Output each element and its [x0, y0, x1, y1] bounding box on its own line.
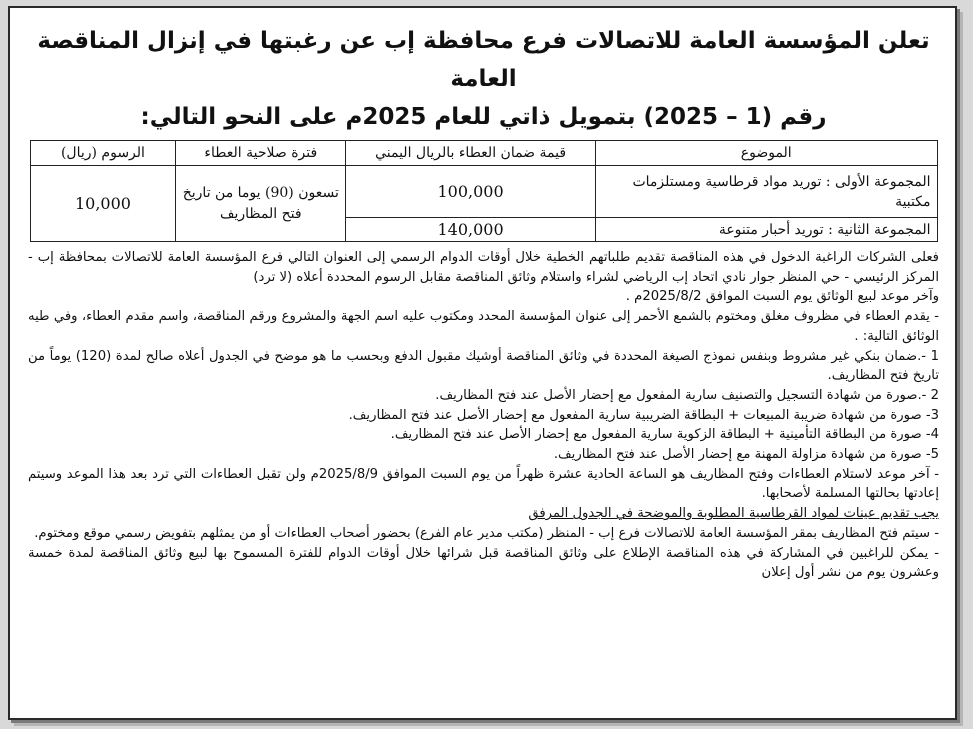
tender-table [30, 140, 938, 242]
paragraph-sale-deadline: وآخر موعد لبيع الوثائق يوم السبت الموافق 2025/8/2م . [625, 289, 939, 305]
paragraph-samples-note: يجب تقديم عينات لمواد القرطاسية المطلوبة والموضحة في الجدول المرفق [528, 506, 939, 522]
header-fees: الرسوم (ريال) [30, 141, 176, 166]
row-subject: المجموعة الثانية : توريد أحبار متنوعة [595, 218, 937, 242]
paragraph-insurance-card: 4- صورة من البطاقة التأمينية + البطاقة الزكوية سارية المفعول مع إحضار الأصل عند فتح المظاريف. [390, 427, 939, 443]
paragraph-opening-deadline: - آخر موعد لاستلام العطاءات وفتح المظاريف هو الساعة الحادية عشرة ظهراً من يوم السبت الموافق 2025/8/9م ولن تقبل العطاءات التي ترد بعد هذا الموعد وسيتم إعادتها بحالتها المسلمة لأصحابها. [28, 466, 939, 502]
row-guarantee: 100,000 [346, 166, 596, 218]
paragraph-registration-cert: 2 -.صورة من شهادة التسجيل والتصنيف سارية المفعول مع إحضار الأصل عند فتح المظاريف. [435, 387, 939, 403]
announcement-body [28, 248, 939, 583]
row-subject: المجموعة الأولى : توريد مواد قرطاسية ومستلزمات مكتبية [595, 166, 937, 218]
paragraph-document-review: - يمكن للراغبين في المشاركة في هذه المناقصة الإطلاع على وثائق المناقصة قبل شرائها خلال أوقات الدوام للفترة المسموح بها لبيع وثائق المناقصة لمدة خمسة وعشرون يوم من نشر أول إعلان [28, 545, 939, 581]
validity-cell: تسعون (90) يوما من تاريخ فتح المظاريف [176, 166, 346, 242]
paragraph-submission-address: فعلى الشركات الراغبة الدخول في هذه المناقصة تقديم طلباتهم الخطية خلال أوقات الدوام الرسمي إلى العنوان التالي فرع المؤسسة العامة للاتصالات بمحافظة إب - المركز الرئيسي - حي المنظر جوار نادي اتحاد إب الرياضي لشراء واستلام وثائق المناقصة مقابل الرسوم المحددة أعلاه (لا ترد) [28, 250, 939, 285]
paragraph-bank-guarantee: 1 -.ضمان بنكي غير مشروط وبنفس نموذج الصيغة المحددة في وثائق المناقصة أوشيك مقبول الدفع وبحسب ما هو موضح في الجدول أعلاه صالح لمدة (120) يوماً من تاريخ فتح المظاريف. [28, 348, 939, 384]
paragraph-practice-cert: 5- صورة من شهادة مزاولة المهنة مع إحضار الأصل عند فتح المظاريف. [553, 447, 939, 463]
table-row [30, 166, 937, 218]
title-line-1: تعلن المؤسسة العامة للاتصالات فرع محافظة إب عن رغبتها في إنزال المناقصة العامة [37, 28, 930, 92]
tender-announcement [8, 6, 957, 720]
paragraph-sales-tax-cert: 3- صورة من شهادة ضريبة المبيعات + البطاقة الضريبية سارية المفعول مع إحضار الأصل عند فتح المظاريف. [348, 407, 939, 423]
announcement-title [28, 22, 939, 136]
header-subject: الموضوع [595, 141, 937, 166]
paragraph-envelope: - يقدم العطاء في مظروف مغلق ومختوم بالشمع الأحمر إلى عنوان المؤسسة المحدد ومكتوب عليه اسم الجهة والمشروع ورقم المناقصة، واسم مقدم العطاء، وفي طيه الوثائق التالية: . [28, 309, 939, 344]
header-validity: فترة صلاحية العطاء [176, 141, 346, 166]
fees-cell: 10,000 [30, 166, 176, 242]
title-line-2: رقم (1 – 2025) بتمويل ذاتي للعام 2025م على النحو التالي: [140, 104, 827, 130]
header-guarantee: قيمة ضمان العطاء بالريال اليمني [346, 141, 596, 166]
row-guarantee: 140,000 [346, 218, 596, 242]
paragraph-opening-location: - سيتم فتح المظاريف بمقر المؤسسة العامة للاتصالات فرع إب - المنظر (مكتب مدير عام الفرع) بحضور أصحاب العطاءات أو من يمثلهم بتفويض رسمي موقع ومختوم. [34, 525, 939, 541]
table-header-row [30, 141, 937, 166]
